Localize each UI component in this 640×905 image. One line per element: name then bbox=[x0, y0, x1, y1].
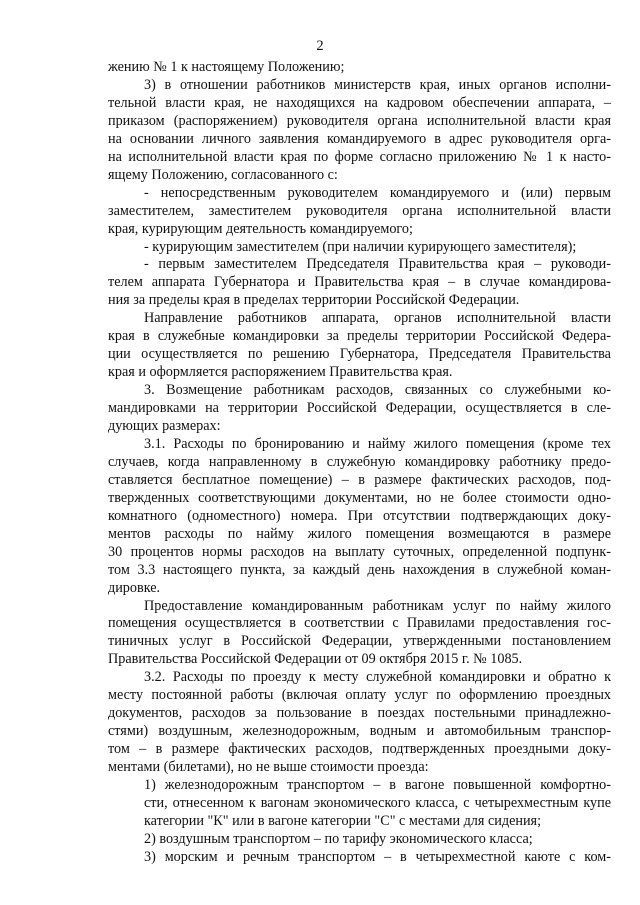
text-line: на основании личного заявления командируемого в адрес руководителя орга- bbox=[108, 130, 611, 147]
text-line: ментов расходы по найму жилого помещения возмещаются в размере bbox=[108, 525, 611, 542]
text-line: мандировками на территории Российской Федерации, осуществляется в сле- bbox=[108, 400, 611, 417]
text-line: твержденных соответствующими документами, но не более стоимости одно- bbox=[108, 489, 611, 506]
text-line: тиничных услуг в Российской Федерации, утвержденными постановлением bbox=[108, 633, 611, 650]
text-line: случаев, когда направленному в служебную командировку работнику предо- bbox=[108, 453, 611, 470]
text-line: края и оформляется распоряжением Правительства края. bbox=[108, 364, 453, 381]
text-line: жению № 1 к настоящему Положению; bbox=[108, 59, 345, 75]
text-line: том – в размере фактических расходов, подтвержденных проездными доку- bbox=[108, 741, 611, 758]
text-line: том 3.3 настоящего пункта, за каждый день нахождения в служебной коман- bbox=[108, 561, 611, 578]
text-line: ящему Положению, согласованного с: bbox=[108, 166, 338, 183]
text-line: на исполнительной власти края по форме согласно приложению № 1 к насто- bbox=[108, 148, 611, 165]
text-line: - первым заместителем Председателя Правительства края – руководи- bbox=[144, 256, 611, 273]
text-line: - курирующим заместителем (при наличии курирующего заместителя); bbox=[144, 238, 577, 255]
text-line: дировке. bbox=[108, 579, 161, 596]
text-line: дующих размерах: bbox=[108, 418, 221, 434]
text-line: края в служебные командировки за пределы территории Российской Федера- bbox=[108, 328, 611, 345]
text-line: месту постоянной работы (включая оплату услуг по оформлению проездных bbox=[108, 687, 611, 704]
text-line: 3.1. Расходы по бронированию и найму жилого помещения (кроме тех bbox=[144, 435, 611, 452]
text-line: ставляется бесплатное помещение) – в размере фактических расходов, под- bbox=[108, 471, 611, 488]
text-line: заместителем, заместителем руководителя органа исполнительной власти bbox=[108, 202, 611, 219]
text-line: 30 процентов нормы расходов на выплату суточных, определенной подпунк- bbox=[108, 543, 611, 560]
text-line: телем аппарата Губернатора и Правительства края – в случае командирова- bbox=[108, 274, 611, 291]
text-line: 3. Возмещение работникам расходов, связанных со служебными ко- bbox=[144, 382, 611, 399]
text-line: тельной власти края, не находящихся на кадровом обеспечении аппарата, – bbox=[108, 94, 611, 111]
text-line: ния за пределы края в пределах территории Российской Федерации. bbox=[108, 292, 520, 309]
text-line: Правительства Российской Федерации от 09 октября 2015 г. № 1085. bbox=[108, 651, 523, 668]
text-line: ментами (билетами), но не выше стоимости проезда: bbox=[108, 759, 429, 775]
text-line: - непосредственным руководителем командируемого и (или) первым bbox=[144, 184, 611, 201]
text-line: Предоставление командированным работникам услуг по найму жилого bbox=[144, 597, 611, 614]
page-number: 2 bbox=[316, 38, 324, 54]
text-line: ции осуществляется по решению Губернатора, Председателя Правительства bbox=[108, 346, 611, 363]
text-line: края, курирующим деятельность командируемого; bbox=[108, 220, 413, 237]
text-line: 2) воздушным транспортом – по тарифу экономического класса; bbox=[144, 830, 533, 847]
text-line: 3) морским и речным транспортом – в четырехместной каюте с ком- bbox=[144, 848, 611, 865]
text-line: помещения осуществляется в соответствии с Правилами предоставления гос- bbox=[108, 615, 611, 632]
text-line: стями) воздушным, железнодорожным, водным и автомобильным транспор- bbox=[108, 723, 611, 740]
text-line: сти, отнесенном к вагонам экономического класса, с четырехместным купе bbox=[144, 794, 611, 811]
text-line: категории "К" или в вагоне категории "С" с местами для сидения; bbox=[144, 812, 542, 829]
text-line: 3) в отношении работников министерств края, иных органов исполни- bbox=[144, 77, 611, 93]
text-line: Направление работников аппарата, органов исполнительной власти bbox=[144, 310, 611, 327]
text-line: 3.2. Расходы по проезду к месту служебной командировки и обратно к bbox=[144, 669, 611, 686]
text-line: комнатного (одноместного) номера. При отсутствии подтверждающих доку- bbox=[108, 507, 611, 524]
text-line: документов, расходов за пользование в поездах постельными принадлежно- bbox=[108, 705, 611, 722]
text-line: 1) железнодорожным транспортом – в вагоне повышенной комфортно- bbox=[144, 777, 611, 793]
text-line: приказом (распоряжением) руководителя органа исполнительной власти края bbox=[108, 112, 611, 129]
